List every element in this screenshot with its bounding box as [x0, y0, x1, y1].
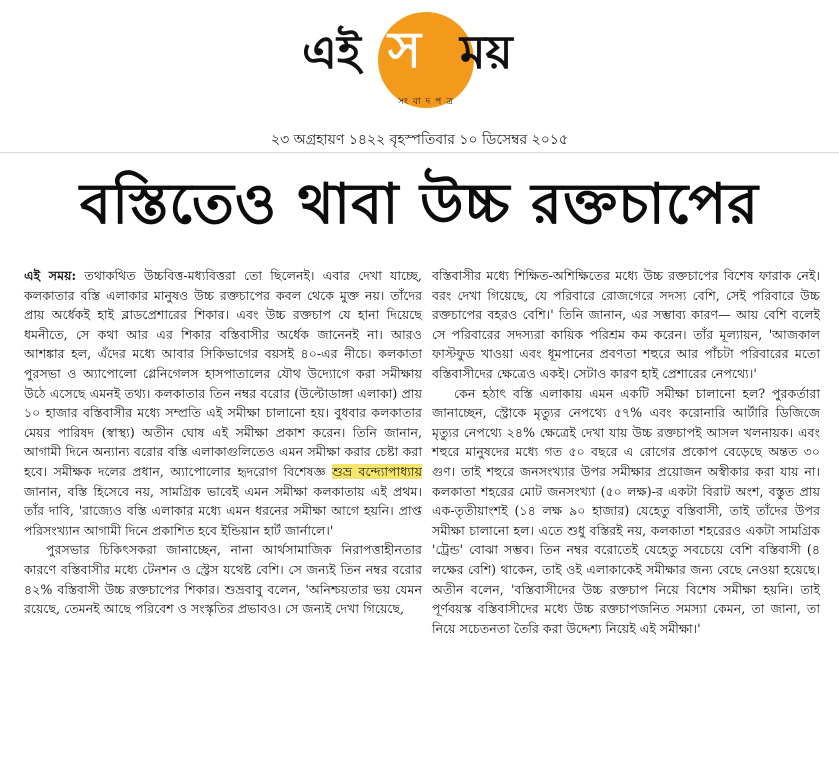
logo-subtitle: সংবাদপত্র	[398, 97, 458, 107]
article-lead: এই সময়:	[24, 268, 77, 283]
divider	[0, 152, 839, 153]
logo-text-left: এই	[302, 25, 361, 79]
dateline: ২৩ অগ্রহায়ণ ১৪২২ বৃহস্পতিবার ১০ ডিসেম্বর ২০১৫	[271, 132, 568, 148]
logo-text-middle: স	[388, 21, 422, 79]
article-paragraph	[24, 266, 422, 540]
article-column-left	[24, 266, 422, 619]
headline: বস্তিতেও থাবা উচ্চ রক্তচাপের	[79, 172, 760, 237]
masthead	[0, 0, 839, 125]
article-text: তথাকথিত উচ্চবিত্ত-মধ্যবিত্তরা তো ছিলেনই। এবার দেখা যাচ্ছে, কলকাতার বস্তি এলাকার মানুষও উচ্চ রক্তচাপের কবল থেকে মুক্ত নয়। তাঁদের প্রায় অর্ধেকই হাই ব্লাডপ্রেশারের শিকার। এবং উচ্চ রক্তচাপ যে হানা দিয়েছে ধমনীতে, সে কথা আর এর শিকার বস্তিবাসীর অর্ধেক জানেনই না। আরও আশঙ্কার হল, এঁদের মধ্যে আবার সিকিভাগের বয়সই ৪০-এর নীচে। কলকাতা পুরসভা ও অ্যাপোলো গ্লেনিগেলস হাসপাতালের যৌথ উদ্যোগে করা সমীক্ষায় উঠে এসেছে এমনই তথ্য। কলকাতার তিন নম্বর বরোর (উল্টোডাঙ্গা এলাকা) প্রায় ১০ হাজার বস্তিবাসীর মধ্যে সম্প্রতি এই সমীক্ষা চালানো হয়। বুধবার কলকাতার মেয়র পারিষদ (স্বাস্থ্য) অতীন ঘোষ এই সমীক্ষা প্রকাশ করেন। তিনি জানান, আগামী দিনে অন্যান্য বরোর বস্তি এলাকাগুলিতেও এমন সমীক্ষা করার চেষ্টা করা হবে। সমীক্ষক দলের প্রধান, অ্যাপোলোর হৃদরোগ বিশেষজ্ঞ	[24, 268, 422, 479]
logo-text-right: ময়	[460, 25, 513, 79]
article-paragraph: কেন হঠাৎ বস্তি এলাকায় এমন একটি সমীক্ষা চালানো হল? পুরকর্তারা জানাচ্ছেন, স্ট্রোকে মৃত্যুর নেপথ্যে ৫৭% এবং করোনারি আর্টারি ডিজিজে মৃত্যুর নেপথ্যে ২৪% ক্ষেত্রেই দেখা যায় উচ্চ রক্তচাপই আসল খলনায়ক। এবং শহুরে মানুষদের মধ্যে গত ৫০ বছরে এ রোগের প্রকোপ বেড়েছে অন্তত ৩০ গুণ। তাই শহুরে জনসংখ্যার উপর সমীক্ষার প্রয়োজন অস্বীকার করা যায় না। কলকাতা শহরের মোট জনসংখ্যা (৫০ লক্ষ)-র একটা বিরাট অংশ, বস্তুত প্রায় এক-তৃতীয়াংশই (১৪ লক্ষ ৯০ হাজার) যেহেতু বস্তিবাসী, তাই তাঁদের উপর সমীক্ষা চালানো হল। এতে শুধু বস্তিরই নয়, কলকাতা শহরেরও একটা সামগ্রিক 'ট্রেন্ড' বোঝা সম্ভব। তিন নম্বর বরোতেই যেহেতু সবচেয়ে বেশি বস্তিবাসী (৪ লক্ষের বেশি) থাকেন, তাই ওই এলাকাকেই সমীক্ষার জন্য বেছে নেওয়া হয়েছে। অতীন বলেন, 'বস্তিবাসীদের উচ্চ রক্তচাপ নিয়ে বিশেষ সমীক্ষা হয়নি। তাই পূর্ণবয়স্ক বস্তিবাসীদের মধ্যে উচ্চ রক্তচাপজনিত সমস্যা কেমন, তা জানা, তা নিয়ে সচেতনতা তৈরি করা উদ্দেশ্য নিয়েই এই সমীক্ষা।'	[432, 385, 820, 636]
highlighted-name: শুভ্র বন্দ্যোপাধ্যায়	[332, 463, 422, 479]
article-column-right	[432, 266, 820, 638]
article-paragraph: পুরসভার চিকিৎসকরা জানাচ্ছেন, নানা আর্থসামাজিক নিরাপত্তাহীনতার কারণে বস্তিবাসীর মধ্যে টেনশন ও স্ট্রেস যথেষ্ট বেশি। সে জন্যই তিন নম্বর বরোর ৪২% বস্তিবাসী উচ্চ রক্তচাপের শিকার। শুভ্রবাবু বলেন, 'অনিশ্চয়তার ভয় যেমন রয়েছে, তেমনই আছে পরিবেশ ও সংস্কৃতির প্রভাবও। সে জন্যই দেখা গিয়েছে,	[24, 542, 422, 617]
article-paragraph: বস্তিবাসীর মধ্যে শিক্ষিত-অশিক্ষিতের মধ্যে উচ্চ রক্তচাপের বিশেষ ফারাক নেই। বরং দেখা গিয়েছে, যে পরিবারে রোজগেরে সদস্য বেশি, সেই পরিবারে উচ্চ রক্তচাপের বহরও বেশি।' তিনি জানান, এর সম্ভাব্য কারণ— আয় বেশি বলেই সে পরিবারের সদস্যরা কায়িক পরিশ্রম কম করেন। তাঁর মূল্যায়ন, 'আজকাল ফাস্টফুড খাওয়া এবং ধূমপানের প্রবণতা শহুরে আর পাঁচটা পরিবারের মতো বস্তিবাসীদের ক্ষেত্রেও একই। সেটাও কারণ হাই প্রেশারের নেপথ্যে।'	[432, 268, 820, 381]
article-text: জানান, বস্তি হিসেবে নয়, সামগ্রিক ভাবেই এমন সমীক্ষা কলকাতায় এই প্রথম। তাঁর দাবি, 'রাজ্যেও বস্তি এলাকার মধ্যে এমন ধরনের সমীক্ষা আগে হয়নি। প্রাপ্ত পরিসংখ্যান আগামী দিনে প্রকাশিত হবে ইন্ডিয়ান হার্ট জার্নালে।'	[24, 483, 422, 538]
